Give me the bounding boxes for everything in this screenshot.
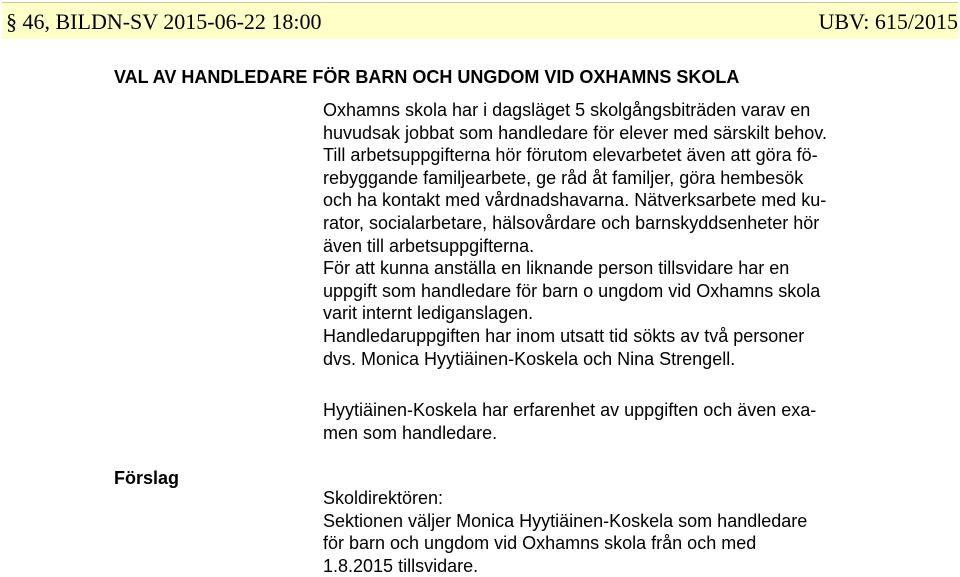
document-header-bar — [2, 2, 958, 39]
proposal-paragraph — [323, 487, 948, 577]
proposal-author: Skoldirektören: — [323, 488, 444, 508]
text-line: rator, socialarbetare, hälsovårdare och barnskyddsenheter hör — [323, 212, 820, 233]
text-line: 1.8.2015 tillsvidare. — [323, 555, 479, 576]
text-line: Handledaruppgiften har inom utsatt tid sökts av två personer — [323, 325, 805, 346]
text-line: Oxhamns skola har i dagsläget 5 skolgångsbiträden varav en — [323, 100, 811, 120]
text-line: För att kunna anställa en liknande person tillsvidare har en — [323, 258, 790, 279]
header-case-number: UBV: 615/2015 — [818, 9, 958, 34]
text-line: Sektionen väljer Monica Hyytiäinen-Koskela som handledare — [323, 510, 808, 531]
text-line: även till arbetsuppgifterna. — [323, 235, 535, 256]
experience-paragraph — [323, 399, 948, 444]
text-line: och ha kontakt med vårdnadshavarna. Nätverksarbete med ku- — [323, 190, 827, 211]
text-line: varit internt lediganslagen. — [323, 303, 534, 324]
text-line: huvudsak jobbat som handledare för elever med särskilt behov. — [323, 122, 827, 143]
text-line: för barn och ungdom vid Oxhamns skola från och med — [323, 533, 757, 554]
main-paragraph — [323, 99, 948, 370]
header-reference: § 46, BILDN-SV 2015-06-22 18:00 — [6, 9, 322, 34]
proposal-label: Förslag — [114, 468, 180, 488]
text-line: rebyggande familjearbete, ge råd åt familjer, göra hembesök — [323, 167, 804, 188]
text-line: Till arbetsuppgifterna hör förutom elevarbetet även att göra fö- — [323, 145, 818, 166]
document-title: VAL AV HANDLEDARE FÖR BARN OCH UNGDOM VID OXHAMNS SKOLA — [114, 67, 740, 87]
text-line: dvs. Monica Hyytiäinen-Koskela och Nina Strengell. — [323, 348, 736, 369]
text-line: men som handledare. — [323, 422, 498, 443]
text-line: Hyytiäinen-Koskela har erfarenhet av uppgiften och även exa- — [323, 400, 817, 420]
text-line: uppgift som handledare för barn o ungdom vid Oxhamns skola — [323, 280, 821, 301]
